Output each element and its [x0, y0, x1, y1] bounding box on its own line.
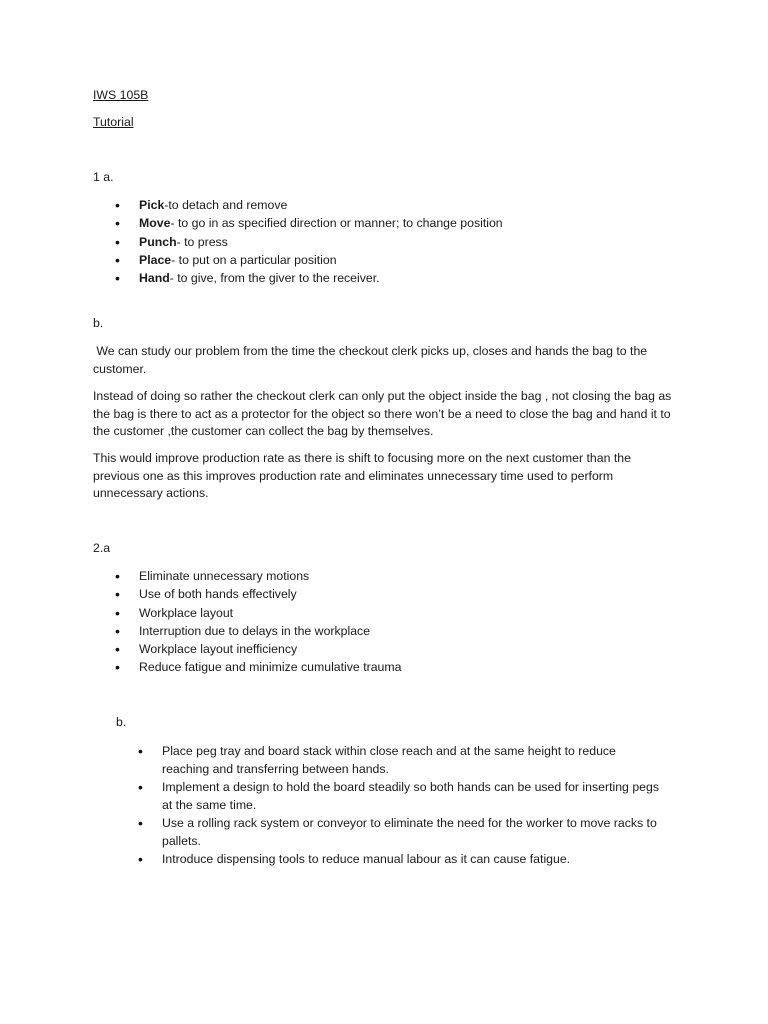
- q1b-label: b.: [93, 316, 104, 330]
- list-item: • Interruption due to delays in the workplace: [93, 623, 693, 641]
- list-item: • Reduce fatigue and minimize cumulative trauma: [93, 659, 693, 677]
- list-item: • Workplace layout inefficiency: [93, 641, 693, 659]
- definition: - to go in as specified direction or manner; to change position: [170, 216, 503, 231]
- definition: - to put on a particular position: [171, 252, 337, 267]
- q1a-list: [93, 197, 693, 288]
- term: Move: [139, 216, 171, 231]
- q1b-paragraph: This would improve production rate as there is shift to focusing more on the next customer than the previous one as this improves production rate and eliminates unnecessary time used to perform unnecessary actions.: [93, 451, 631, 500]
- term: Hand: [139, 271, 170, 286]
- list-item: • Introduce dispensing tools to reduce manual labour as it can cause fatigue.: [116, 851, 664, 869]
- list-item: [93, 252, 693, 270]
- list-item: [93, 197, 693, 215]
- q1b-paragraph: Instead of doing so rather the checkout clerk can only put the object inside the bag , not closing the bag as the bag is there to act as a protector for the object so there won’t be a need to close the bag and hand it to the customer ,the customer can collect the bag by themselves.: [93, 389, 672, 438]
- list-item: [93, 215, 693, 233]
- list-item: • Use a rolling rack system or conveyor to eliminate the need for the worker to move racks to pallets.: [116, 815, 664, 850]
- q2b-list: [116, 743, 664, 870]
- term: Pick: [139, 198, 165, 212]
- q2a-list: [93, 568, 693, 678]
- list-item: • Eliminate unnecessary motions: [93, 568, 693, 586]
- list-item: • Place peg tray and board stack within close reach and at the same height to reduce reaching and transferring between hands.: [116, 743, 664, 778]
- q2b-label: b.: [116, 715, 127, 729]
- q1b-paragraph: We can study our problem from the time the checkout clerk picks up, closes and hands the bag to the customer.: [93, 344, 651, 376]
- definition: - to give, from the giver to the receiver.: [169, 271, 380, 286]
- q1a-label: 1 a.: [93, 170, 114, 184]
- document-subtitle: Tutorial: [93, 115, 134, 129]
- list-item: • Use of both hands effectively: [93, 586, 693, 604]
- list-item: • Implement a design to hold the board steadily so both hands can be used for inserting pegs at the same time.: [116, 779, 664, 814]
- definition: -to detach and remove: [164, 198, 288, 212]
- list-item: [93, 234, 693, 252]
- definition: - to press: [176, 234, 228, 249]
- course-code: IWS 105B: [93, 88, 149, 102]
- term: Punch: [139, 234, 177, 249]
- term: Place: [139, 252, 172, 267]
- list-item: • Workplace layout: [93, 605, 693, 623]
- list-item: [93, 270, 693, 288]
- q2a-label: 2.a: [93, 541, 111, 555]
